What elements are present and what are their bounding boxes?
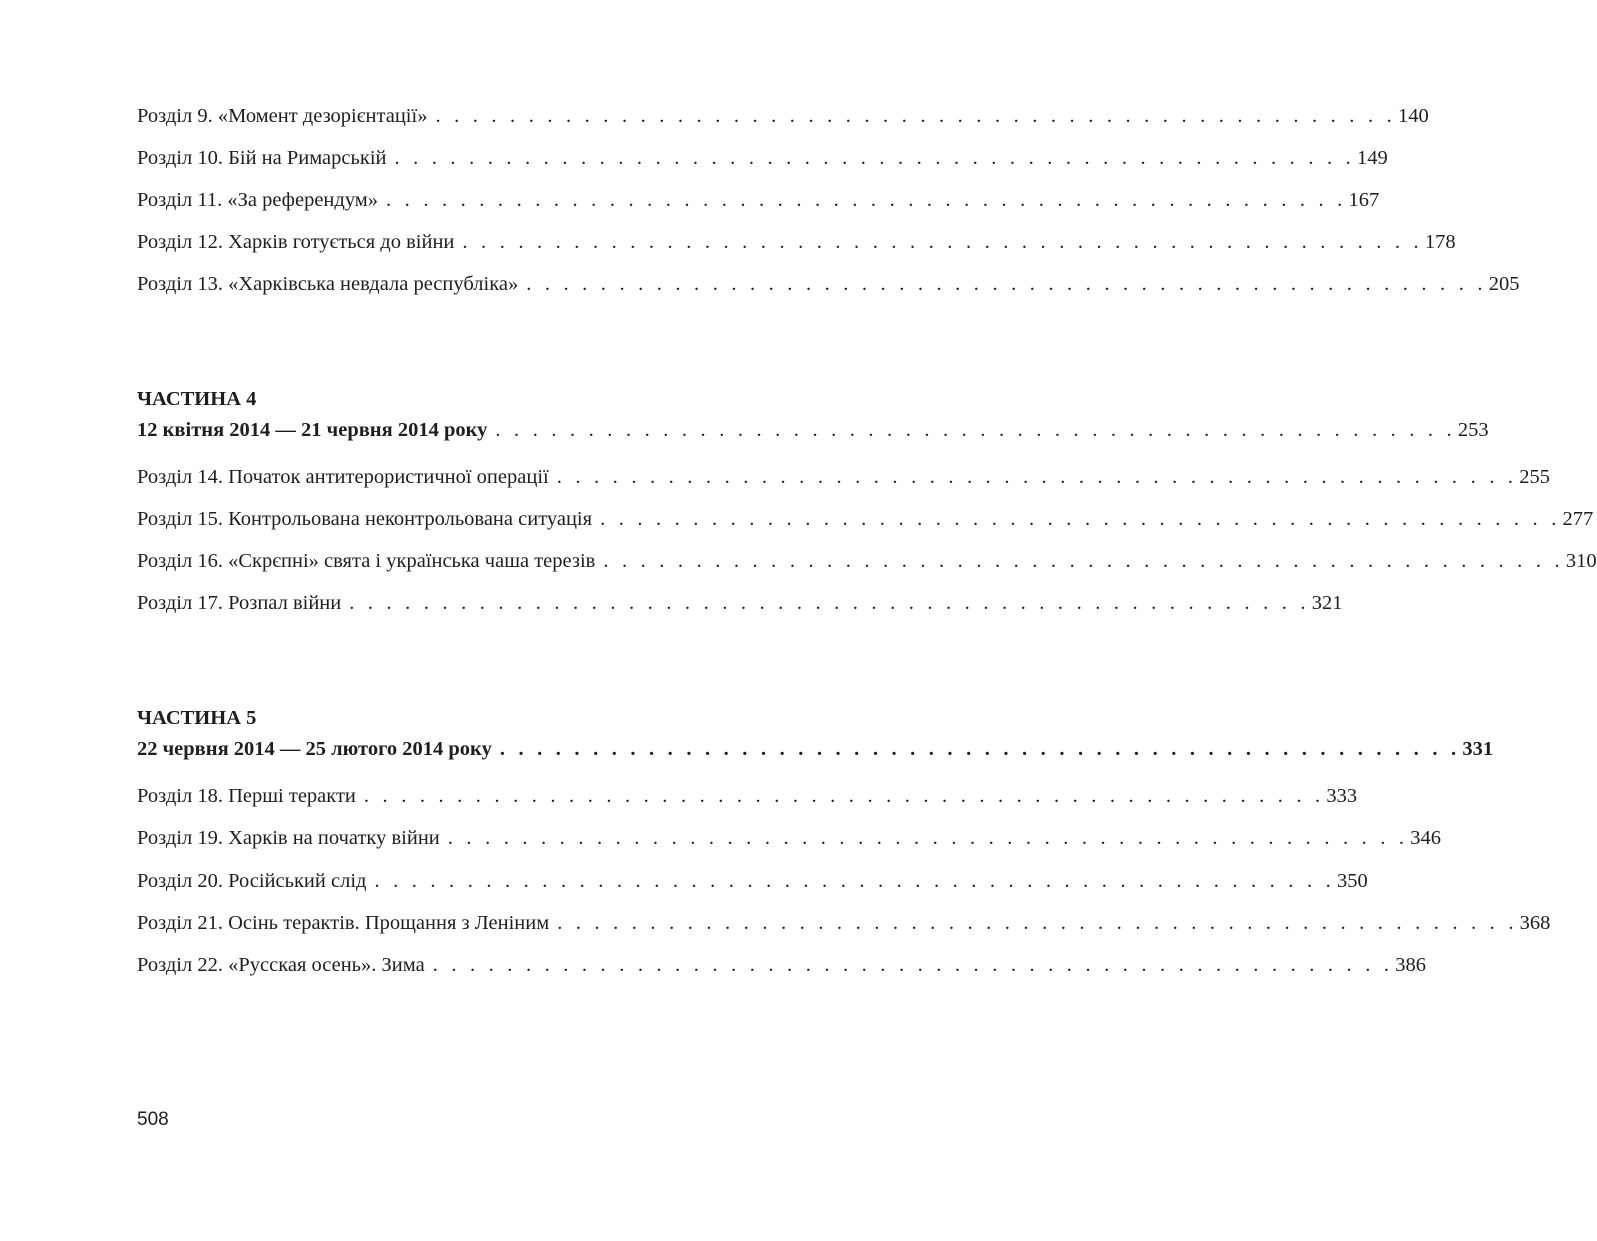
toc-entry-page: 368	[1519, 912, 1551, 934]
toc-entry-chapter-13	[137, 270, 1520, 298]
toc-entry-title: Розділ 11. «За референдум»	[137, 189, 379, 211]
toc-entry-page: 255	[1519, 466, 1550, 488]
part-5-dates: 22 червня 2014 — 25 лютого 2014 року	[137, 738, 492, 760]
toc-entry-page: 167	[1348, 189, 1380, 211]
dot-leader: . . . . . . . . . . . . . . . . . . . . . . . . . . . . . . . . . . . . . . . . . . . . . . . . . . . .	[394, 147, 1355, 169]
toc-entry-chapter-11	[137, 186, 1380, 214]
toc-entry-chapter-21	[137, 909, 1551, 937]
toc-entry-page: 333	[1326, 785, 1358, 807]
toc-entry-page: 310	[1565, 550, 1597, 572]
toc-entry-title: Розділ 18. Перші теракти	[137, 785, 356, 807]
toc-entry-page: 277	[1562, 508, 1594, 530]
toc-entry-title: Розділ 9. «Момент дезорієнтації»	[137, 105, 428, 127]
dot-leader: . . . . . . . . . . . . . . . . . . . . . . . . . . . . . . . . . . . . . . . . . . . . . . . . . . . .	[432, 954, 1394, 976]
toc-entry-title: Розділ 12. Харків готується до війни	[137, 231, 455, 253]
dot-leader: . . . . . . . . . . . . . . . . . . . . . . . . . . . . . . . . . . . . . . . . . . . . . . . . . . . .	[462, 231, 1423, 253]
dot-leader: . . . . . . . . . . . . . . . . . . . . . . . . . . . . . . . . . . . . . . . . . . . . . . . . . . . .	[374, 870, 1335, 892]
dot-leader: . . . . . . . . . . . . . . . . . . . . . . . . . . . . . . . . . . . . . . . . . . . . . . . . . . . .	[600, 508, 1561, 530]
toc-entry-chapter-17	[137, 589, 1343, 617]
toc-entry-title: Розділ 13. «Харківська невдала республіка»	[137, 273, 519, 295]
dot-leader: . . . . . . . . . . . . . . . . . . . . . . . . . . . . . . . . . . . . . . . . . . . . . . . . . . . .	[557, 912, 1518, 934]
toc-entry-page: 140	[1397, 105, 1429, 127]
toc-entry-title: Розділ 22. «Русская осень». Зима	[137, 954, 425, 976]
toc-entry-page: 149	[1356, 147, 1388, 169]
toc-entry-chapter-18	[137, 782, 1358, 810]
dot-leader: . . . . . . . . . . . . . . . . . . . . . . . . . . . . . . . . . . . . . . . . . . . . . . . . . . . .	[447, 827, 1409, 849]
toc-entry-page: 205	[1488, 273, 1520, 295]
toc-entry-title: Розділ 19. Харків на початку війни	[137, 827, 440, 849]
dot-leader: . . . . . . . . . . . . . . . . . . . . . . . . . . . . . . . . . . . . . . . . . . . . . . . . . . . .	[499, 738, 1461, 760]
toc-entry-page: 178	[1424, 231, 1456, 253]
dot-leader: . . . . . . . . . . . . . . . . . . . . . . . . . . . . . . . . . . . . . . . . . . . . . . . . . . . .	[603, 550, 1564, 572]
dot-leader: . . . . . . . . . . . . . . . . . . . . . . . . . . . . . . . . . . . . . . . . . . . . . . . . . . . .	[556, 466, 1518, 488]
toc-entry-page: 386	[1395, 954, 1426, 976]
part-4-heading: ЧАСТИНА 4	[137, 388, 257, 410]
page-number: 508	[137, 1109, 169, 1130]
toc-entry-chapter-15	[137, 505, 1594, 533]
part-4-dates-entry	[137, 416, 1489, 444]
toc-entry-page: 350	[1336, 870, 1368, 892]
part-5-page: 331	[1462, 738, 1494, 760]
toc-entry-chapter-12	[137, 228, 1456, 256]
toc-entry-page: 346	[1410, 827, 1441, 849]
dot-leader: . . . . . . . . . . . . . . . . . . . . . . . . . . . . . . . . . . . . . . . . . . . . . . . . . . . .	[495, 419, 1456, 441]
toc-entry-title: Розділ 16. «Скрєпні» свята і українська чаша терезів	[137, 550, 596, 572]
toc-entry-title: Розділ 17. Розпал війни	[137, 592, 342, 614]
part-5-heading: ЧАСТИНА 5	[137, 707, 257, 729]
toc-entry-chapter-10	[137, 144, 1388, 172]
toc-entry-title: Розділ 21. Осінь терактів. Прощання з Леніним	[137, 912, 550, 934]
dot-leader: . . . . . . . . . . . . . . . . . . . . . . . . . . . . . . . . . . . . . . . . . . . . . . . . . . . .	[386, 189, 1347, 211]
toc-entry-title: Розділ 20. Російський слід	[137, 870, 367, 892]
part-4-page: 253	[1457, 419, 1489, 441]
toc-entry-chapter-14	[137, 463, 1550, 491]
part-5-dates-entry	[137, 735, 1494, 763]
toc-entry-title: Розділ 10. Бій на Римарській	[137, 147, 387, 169]
part-4-dates: 12 квітня 2014 — 21 червня 2014 року	[137, 419, 488, 441]
toc-entry-title: Розділ 15. Контрольована неконтрольована ситуація	[137, 508, 593, 530]
dot-leader: . . . . . . . . . . . . . . . . . . . . . . . . . . . . . . . . . . . . . . . . . . . . . . . . . . . .	[349, 592, 1310, 614]
toc-entry-page: 321	[1311, 592, 1343, 614]
toc-entry-chapter-16	[137, 547, 1597, 575]
toc-entry-chapter-22	[137, 951, 1426, 979]
toc-entry-title: Розділ 14. Початок антитерористичної операції	[137, 466, 549, 488]
dot-leader: . . . . . . . . . . . . . . . . . . . . . . . . . . . . . . . . . . . . . . . . . . . . . . . . . . . .	[363, 785, 1325, 807]
toc-entry-chapter-20	[137, 867, 1368, 895]
toc-entry-chapter-9	[137, 102, 1429, 130]
dot-leader: . . . . . . . . . . . . . . . . . . . . . . . . . . . . . . . . . . . . . . . . . . . . . . . . . . . .	[435, 105, 1396, 127]
toc-entry-chapter-19	[137, 824, 1441, 852]
dot-leader: . . . . . . . . . . . . . . . . . . . . . . . . . . . . . . . . . . . . . . . . . . . . . . . . . . . .	[526, 273, 1487, 295]
